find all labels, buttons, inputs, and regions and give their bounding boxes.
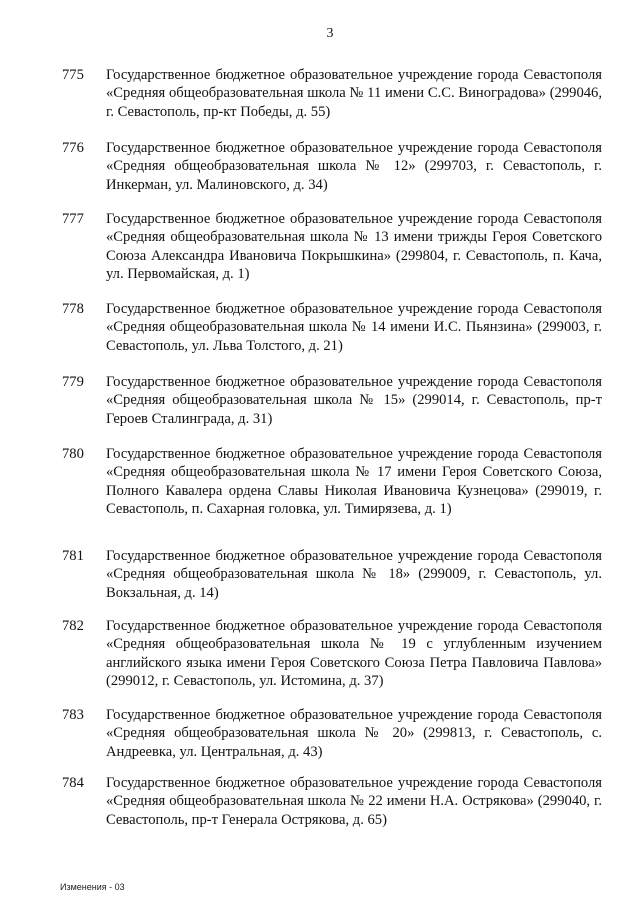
- list-item-777: [62, 210, 602, 284]
- entry-text: Государственное бюджетное образовательное учреждение города Севастополя «Средняя общеобразовательная школа № 14 имени И.С. Пьянзина» (299003, г. Севастополь, ул. Льва Толстого, д. 21): [106, 301, 602, 354]
- footer-revision-note: Изменения - 03: [60, 882, 125, 892]
- entry-number: 775: [62, 67, 84, 83]
- entry-text: Государственное бюджетное образовательное учреждение города Севастополя «Средняя общеобразовательная школа № 19 с углубленным изучением английского языка имени Героя Советского Союза Петра Павловича Павлова» (299012, г. Севастополь, ул. Истомина, д. 37): [106, 618, 602, 690]
- entry-number: 781: [62, 548, 84, 564]
- list-item-778: [62, 300, 602, 355]
- entry-text: Государственное бюджетное образовательное учреждение города Севастополя «Средняя общеобразовательная школа № 22 имени Н.А. Острякова» (299040, г. Севастополь, пр-т Генерала Острякова, д. 65): [106, 775, 602, 828]
- list-item-784: [62, 774, 602, 829]
- list-item-782: [62, 617, 602, 691]
- list-item-779: [62, 373, 602, 428]
- list-item-781: [62, 547, 602, 602]
- entry-number: 778: [62, 301, 84, 317]
- entry-text: Государственное бюджетное образовательное учреждение города Севастополя «Средняя общеобразовательная школа № 20» (299813, г. Севастополь, с. Андреевка, ул. Центральная, д. 43): [106, 707, 602, 760]
- list-item-783: [62, 706, 602, 761]
- list-item-775: [62, 66, 602, 121]
- entry-number: 777: [62, 211, 84, 227]
- entry-text: Государственное бюджетное образовательное учреждение города Севастополя «Средняя общеобразовательная школа № 12» (299703, г. Севастополь, г. Инкерман, ул. Малиновского, д. 34): [106, 140, 602, 193]
- page-number: 3: [326, 26, 334, 41]
- entry-text: Государственное бюджетное образовательное учреждение города Севастополя «Средняя общеобразовательная школа № 11 имени С.С. Виноградова» (299046, г. Севастополь, пр-кт Победы, д. 55): [106, 67, 602, 120]
- list-item-780: [62, 445, 602, 519]
- entry-number: 784: [62, 775, 84, 791]
- entry-number: 776: [62, 140, 84, 156]
- list-item-776: [62, 139, 602, 194]
- entry-text: Государственное бюджетное образовательное учреждение города Севастополя «Средняя общеобразовательная школа № 13 имени трижды Героя Советского Союза Александра Ивановича Покрышкина» (299804, г. Севастополь, п. Кача, ул. Первомайская, д. 1): [106, 211, 602, 283]
- entry-number: 780: [62, 446, 84, 462]
- entry-number: 779: [62, 374, 84, 390]
- entry-number: 783: [62, 707, 84, 723]
- entry-text: Государственное бюджетное образовательное учреждение города Севастополя «Средняя общеобразовательная школа № 17 имени Героя Советского Союза, Полного Кавалера ордена Славы Николая Ивановича Кузнецова» (299019, г. Севастополь, п. Сахарная головка, ул. Тимирязева, д. 1): [106, 446, 602, 518]
- entry-number: 782: [62, 618, 84, 634]
- entry-text: Государственное бюджетное образовательное учреждение города Севастополя «Средняя общеобразовательная школа № 18» (299009, г. Севастополь, ул. Вокзальная, д. 14): [106, 548, 602, 601]
- entry-text: Государственное бюджетное образовательное учреждение города Севастополя «Средняя общеобразовательная школа № 15» (299014, г. Севастополь, пр-т Героев Сталинграда, д. 31): [106, 374, 602, 427]
